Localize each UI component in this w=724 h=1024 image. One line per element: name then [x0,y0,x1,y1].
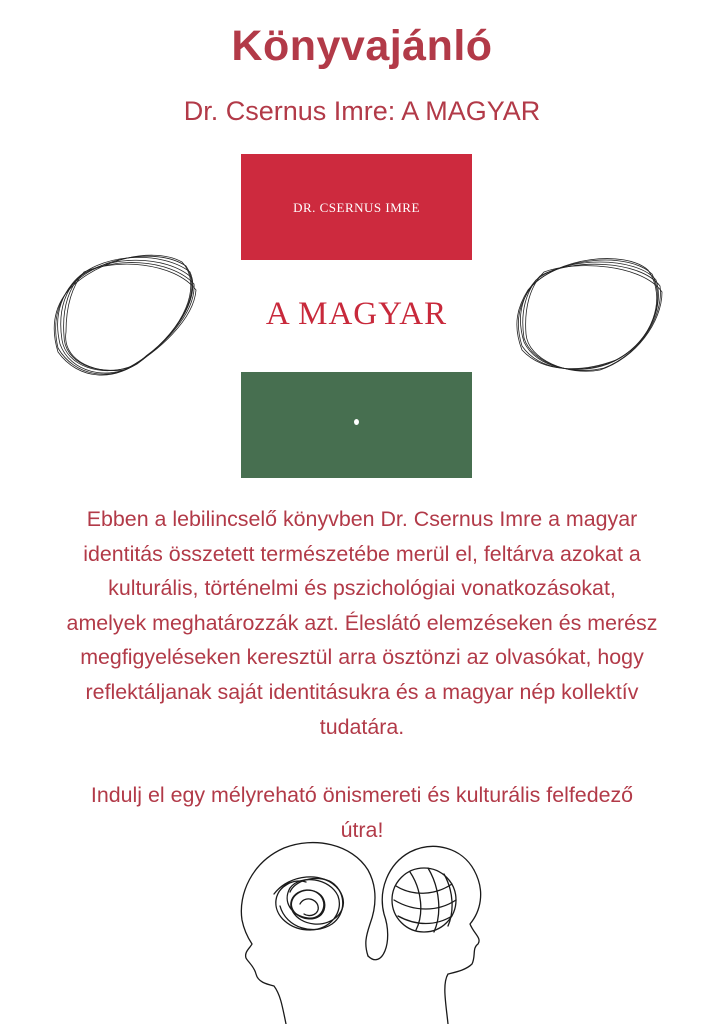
description-line: tudatára. [319,714,405,739]
book-cover-image [241,154,472,478]
description-line: amelyek meghatározzák azt. Éleslátó elemzéseken és merész [66,610,658,635]
description-line: megfigyeléseken keresztül arra ösztönzi az olvasókat, hogy [80,645,644,670]
scribble-loop-icon [52,244,202,384]
cta-line: Indulj el egy mélyreható önismereti és kulturális felfedező [90,783,634,807]
cta-line: útra! [340,817,384,842]
two-heads-tangled-thoughts-icon [234,834,494,1024]
publisher-logo-icon [354,419,359,425]
description-line: kulturális, történelmi és pszichológiai vonatkozásokat, [108,576,616,601]
description-line: reflektáljanak saját identitásukra és a magyar nép kollektív [85,679,639,704]
description-line: Ebben a lebilincselő könyvben Dr. Csernus Imre a magyar [86,507,638,531]
cover-author: DR. CSERNUS IMRE [293,200,420,215]
cover-green-band [241,372,472,478]
page-title: Könyvajánló [231,22,493,70]
scribble-loop-icon [516,250,666,380]
cover-title: A MAGYAR [265,296,448,332]
book-subtitle: Dr. Csernus Imre: A MAGYAR [183,96,541,126]
book-description [0,502,724,744]
description-line: identitás összetett természetébe merül el, feltárva azokat a [83,541,641,566]
